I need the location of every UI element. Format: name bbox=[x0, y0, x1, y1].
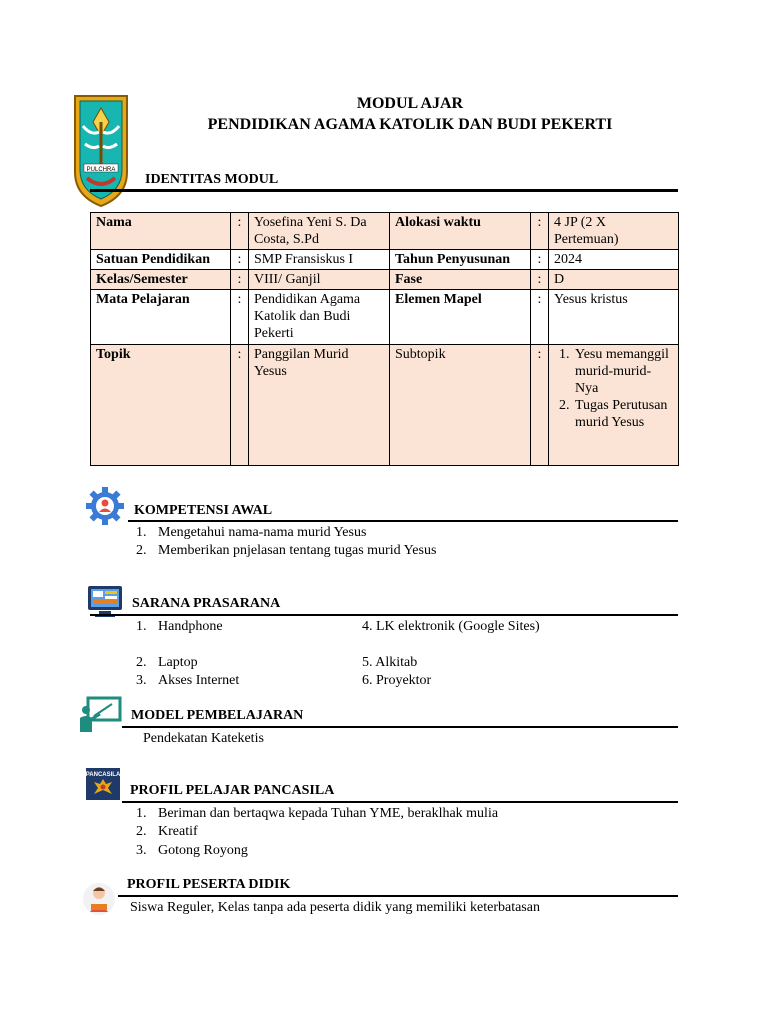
list-item: 2. Tugas Perutusan murid Yesus bbox=[573, 397, 673, 431]
row-label: Fase bbox=[390, 270, 531, 290]
identitas-heading: IDENTITAS MODUL bbox=[145, 172, 279, 187]
list-item: 6. Proyektor bbox=[362, 673, 432, 688]
list-item: 3. Gotong Royong bbox=[136, 843, 248, 858]
row-label: Tahun Penyusunan bbox=[390, 250, 531, 270]
list-item: 3. Akses Internet bbox=[136, 673, 240, 688]
model-heading: MODEL PEMBELAJARAN bbox=[131, 708, 304, 723]
kompetensi-rule bbox=[128, 520, 678, 522]
sarana-rule bbox=[90, 614, 678, 616]
row-colon: : bbox=[531, 250, 549, 270]
row-colon: : bbox=[231, 270, 249, 290]
list-item: 2. Kreatif bbox=[136, 824, 198, 839]
pancasila-badge-label: PANCASILA bbox=[86, 772, 120, 778]
row-value bbox=[549, 345, 679, 466]
table-row bbox=[91, 270, 679, 290]
pancasila-badge-icon bbox=[86, 768, 120, 800]
model-text: Pendekatan Kateketis bbox=[143, 731, 264, 746]
table-row bbox=[91, 213, 679, 250]
list-item: 4. LK elektronik (Google Sites) bbox=[362, 619, 540, 634]
computer-icon bbox=[87, 584, 123, 618]
row-colon: : bbox=[531, 213, 549, 250]
gear-icon bbox=[85, 486, 125, 526]
row-value: SMP Fransiskus I bbox=[249, 250, 390, 270]
peserta-heading: PROFIL PESERTA DIDIK bbox=[127, 877, 291, 892]
logo-text: PULCHRA bbox=[86, 167, 116, 173]
title-line-1: MODUL AJAR bbox=[356, 95, 464, 112]
identitas-table bbox=[90, 212, 679, 466]
row-label: Elemen Mapel bbox=[390, 290, 531, 345]
row-label: Mata Pelajaran bbox=[91, 290, 231, 345]
table-row bbox=[91, 290, 679, 345]
list-item: 1. Mengetahui nama-nama murid Yesus bbox=[136, 525, 367, 540]
list-item: 1. Yesu memanggil murid-murid-Nya bbox=[573, 346, 673, 397]
row-label: Nama bbox=[91, 213, 231, 250]
row-colon: : bbox=[531, 290, 549, 345]
row-colon: : bbox=[231, 213, 249, 250]
list-item: 1. Beriman dan bertaqwa kepada Tuhan YME, beraklhak mulia bbox=[136, 806, 499, 821]
row-label: Alokasi waktu bbox=[390, 213, 531, 250]
list-item: 2. Laptop bbox=[136, 655, 198, 670]
row-value: VIII/ Ganjil bbox=[249, 270, 390, 290]
pancasila-rule bbox=[122, 801, 678, 803]
row-label: Satuan Pendidikan bbox=[91, 250, 231, 270]
row-value: Yosefina Yeni S. Da Costa, S.Pd bbox=[249, 213, 390, 250]
row-colon: : bbox=[231, 345, 249, 466]
row-value: D bbox=[549, 270, 679, 290]
row-colon: : bbox=[531, 345, 549, 466]
sarana-heading: SARANA PRASARANA bbox=[132, 596, 281, 611]
list-item: 1. Handphone bbox=[136, 619, 223, 634]
pancasila-heading: PROFIL PELAJAR PANCASILA bbox=[130, 783, 335, 798]
row-value: Panggilan Murid Yesus bbox=[249, 345, 390, 466]
row-value: Yesus kristus bbox=[549, 290, 679, 345]
peserta-text: Siswa Reguler, Kelas tanpa ada peserta didik yang memiliki keterbatasan bbox=[130, 900, 540, 915]
row-value: 2024 bbox=[549, 250, 679, 270]
table-row bbox=[91, 345, 679, 466]
row-value: Pendidikan Agama Katolik dan Budi Pekerti bbox=[249, 290, 390, 345]
row-value: 4 JP (2 X Pertemuan) bbox=[549, 213, 679, 250]
row-label: Topik bbox=[91, 345, 231, 466]
peserta-rule bbox=[118, 895, 678, 897]
teacher-board-icon bbox=[78, 696, 122, 734]
row-label: Kelas/Semester bbox=[91, 270, 231, 290]
kompetensi-heading: KOMPETENSI AWAL bbox=[134, 503, 273, 518]
model-rule bbox=[122, 726, 678, 728]
list-item: 2. Memberikan pnjelasan tentang tugas murid Yesus bbox=[136, 543, 437, 558]
row-colon: : bbox=[231, 250, 249, 270]
row-label: Subtopik bbox=[390, 345, 531, 466]
identitas-rule bbox=[90, 189, 678, 192]
row-colon: : bbox=[531, 270, 549, 290]
table-row bbox=[91, 250, 679, 270]
student-icon bbox=[82, 882, 116, 916]
row-colon: : bbox=[231, 290, 249, 345]
list-item: 5. Alkitab bbox=[362, 655, 418, 670]
subtopik-list bbox=[554, 346, 673, 431]
title-line-2: PENDIDIKAN AGAMA KATOLIK DAN BUDI PEKERTI bbox=[207, 116, 613, 133]
